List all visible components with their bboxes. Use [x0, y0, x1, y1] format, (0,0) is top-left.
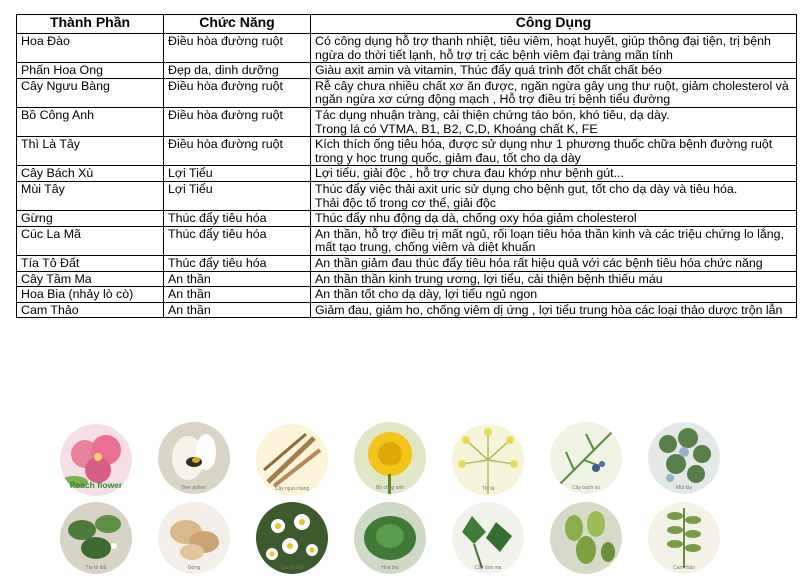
caption-dill: Thì là — [481, 486, 495, 492]
cell-use: Thúc đẩy nhu động dạ dà, chống oxy hóa giảm cholesterol — [311, 211, 797, 227]
caption-hops: Hoa bia — [381, 565, 399, 571]
caption-dandelion: Bồ công anh — [375, 485, 405, 491]
cell-component: Mùi Tây — [17, 181, 164, 210]
table-row — [17, 287, 797, 303]
table-row — [17, 166, 797, 182]
cell-function: Đẹp da, dinh dưỡng — [164, 63, 311, 79]
cell-component: Cúc La Mã — [17, 226, 164, 255]
cell-component: Cây Ngưu Bàng — [17, 78, 164, 107]
table-row — [17, 34, 797, 63]
cell-component: Thì Là Tây — [17, 137, 164, 166]
cell-function: Điều hòa đường ruột — [164, 34, 311, 63]
herb-table — [16, 14, 797, 318]
cell-use: Có công dụng hỗ trợ thanh nhiệt, tiêu viêm, hoạt huyết, giúp thông đại tiện, trị bệnh ngừa do thời tiết lạnh, hỗ trợ trị các bệnh viêm đại tràng mãn tính — [311, 34, 797, 63]
cell-function: Thúc đẩy tiêu hóa — [164, 226, 311, 255]
juniper-image — [550, 422, 622, 494]
table-row — [17, 181, 797, 210]
cell-component: Phấn Hoa Ong — [17, 63, 164, 79]
cell-component: Cây Tầm Ma — [17, 271, 164, 287]
cell-use: An thần thần kinh trung ương, lợi tiểu, cải thiện bệnh thiếu máu — [311, 271, 797, 287]
cell-function: Thúc đẩy tiêu hóa — [164, 255, 311, 271]
table-row — [17, 107, 797, 136]
table-row — [17, 137, 797, 166]
cell-function: Lợi Tiểu — [164, 166, 311, 182]
table-row — [17, 211, 797, 227]
herb-gallery — [0, 420, 809, 578]
cell-function: Điều hòa đường ruột — [164, 137, 311, 166]
cell-component: Hoa Bia (nhảy lò cò) — [17, 287, 164, 303]
caption-ginger: Gừng — [187, 565, 201, 571]
cell-function: Điều hòa đường ruột — [164, 107, 311, 136]
cell-function: An thần — [164, 302, 311, 318]
table-row — [17, 271, 797, 287]
cell-use: Giảm đau, giảm ho, chống viêm dị ứng , lợi tiểu trung hòa các loại thảo dược trộn lẫn — [311, 302, 797, 318]
caption-bee-pollen: Bee pollen — [182, 485, 206, 491]
bee-pollen-image — [158, 422, 230, 494]
caption-nettle: Cây tầm ma — [474, 565, 502, 571]
chamomile-image — [256, 502, 328, 574]
header-component: Thành Phần — [17, 15, 164, 34]
cell-use: Giàu axit amin và vitamin, Thúc đẩy quá trình đốt chất chất béo — [311, 63, 797, 79]
cell-function: Điều hòa đường ruột — [164, 78, 311, 107]
parsley-image — [648, 422, 720, 494]
lemon-balm-image — [60, 502, 132, 574]
cell-function: Thúc đẩy tiêu hóa — [164, 211, 311, 227]
dandelion-image — [354, 422, 426, 494]
cell-function: An thần — [164, 287, 311, 303]
cell-use: An thần giảm đau thúc đẩy tiêu hóa rất hiệu quả với các bệnh tiêu hóa chức năng — [311, 255, 797, 271]
table-row — [17, 302, 797, 318]
caption-peach-flower: Peach flower — [69, 480, 123, 490]
cell-use: Thúc đẩy việc thải axit uric sử dụng cho bệnh gut, tốt cho dạ dày và tiêu hóa. Thải độc tố trong cơ thể, giải độc — [311, 181, 797, 210]
table-header-row — [17, 15, 797, 34]
cell-component: Tía Tô Đất — [17, 255, 164, 271]
caption-juniper: Cây bách xù — [572, 485, 600, 491]
table-row — [17, 255, 797, 271]
cell-use: Rễ cây chưa nhiều chất xơ ăn được, ngăn ngừa gây ung thư ruột, giảm cholesterol và ngăn ngừa xơ cứng động mạch , Hỗ trợ điều trị bệnh tiểu đường — [311, 78, 797, 107]
header-function: Chức Năng — [164, 15, 311, 34]
caption-licorice: Cam thảo — [673, 565, 695, 571]
hop-cones-image — [550, 502, 622, 574]
cell-use: An thần tốt cho dạ dày, lợi tiểu ngủ ngon — [311, 287, 797, 303]
cell-use: Tác dụng nhuận tràng, cải thiện chứng táo bón, khó tiêu, dạ dày. Trong lá có VTMA, B1, B2, C,D, Khoáng chất K, FE — [311, 107, 797, 136]
cell-component: Cây Bách Xù — [17, 166, 164, 182]
cell-function: Lợi Tiểu — [164, 181, 311, 210]
cell-function: An thần — [164, 271, 311, 287]
cell-component: Cam Thảo — [17, 302, 164, 318]
cell-use: Lợi tiểu, giải độc , hỗ trợ chưa đau khớp như bệnh gút... — [311, 166, 797, 182]
cell-component: Hoa Đào — [17, 34, 164, 63]
hops-leaf-image — [354, 502, 426, 574]
cell-component: Bồ Công Anh — [17, 107, 164, 136]
table-row — [17, 63, 797, 79]
cell-use: An thần, hỗ trợ điều trị mất ngủ, rối loạn tiêu hóa thần kinh và các triệu chứng lo lắng, mất tạo trung, chống viêm và diệt khuẩn — [311, 226, 797, 255]
caption-burdock: Cây ngưu bàng — [274, 486, 310, 492]
table-row — [17, 226, 797, 255]
caption-chamomile: Cúc la mã — [280, 565, 304, 571]
table-row — [17, 78, 797, 107]
caption-lemon-balm: Tía tô đất — [85, 565, 107, 571]
header-use: Công Dụng — [311, 15, 797, 34]
licorice-image — [648, 502, 720, 574]
ginger-image — [158, 502, 230, 574]
caption-parsley: Mùi tây — [675, 485, 693, 491]
cell-component: Gừng — [17, 211, 164, 227]
cell-use: Kích thích ống tiêu hóa, được sử dụng như 1 phương thuốc chữa bệnh đường ruột trong y học trung quốc, giảm đau, tốt cho dạ dày — [311, 137, 797, 166]
nettle-image — [452, 502, 524, 574]
